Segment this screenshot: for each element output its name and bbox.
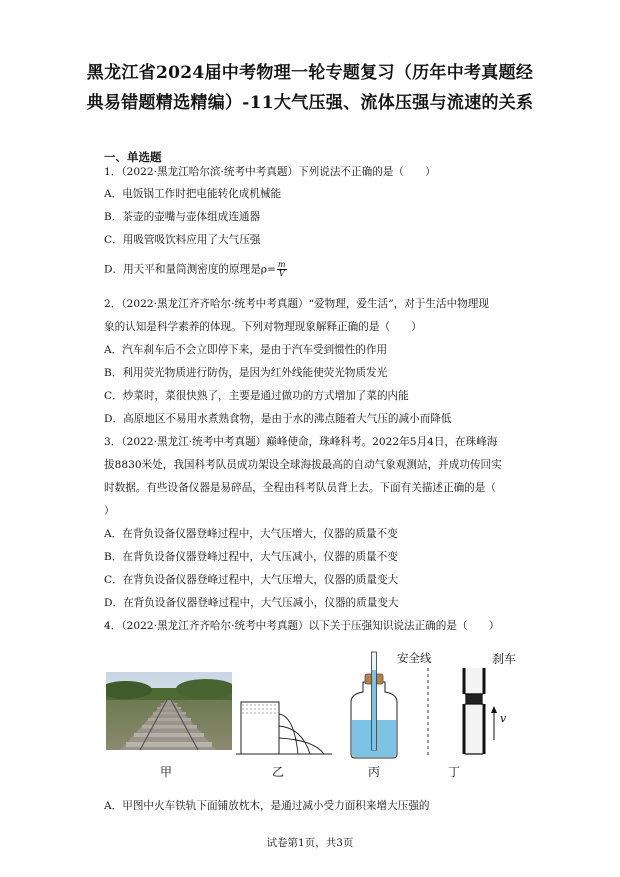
velocity-arrow — [491, 706, 497, 740]
document-title-line2: 典易错题精选精编）-11大气压强、流体压强与流速的关系 — [86, 93, 534, 113]
water-container-jets-diagram — [236, 690, 332, 756]
q3-option-a: A．在背负设备仪器登峰过程中，大气压增大，仪器的质量不变 — [104, 528, 398, 540]
q1-option-a: A．电饭锅工作时把电能转化成机械能 — [104, 188, 282, 200]
q1-option-c: C．用吸管吸饮料应用了大气压强 — [104, 234, 261, 246]
q1-stem: 1．（2022·黑龙江哈尔滨·统考中考真题）下列说法不正确的是（ ） — [104, 166, 436, 178]
fraction-denominator: V — [278, 269, 285, 278]
q2-option-c: C．炒菜时，菜很快熟了，主要是通过做功的方式增加了菜的内能 — [104, 390, 409, 402]
section-heading: 一、单选题 — [104, 150, 162, 164]
safety-line-label: 安全线 — [397, 651, 432, 665]
q2-option-b: B．利用荧光物质进行防伪，是因为红外线能使荧光物质发光 — [104, 367, 388, 379]
q3-stem-line1: 3．（2022·黑龙江·统考中考真题）巅峰使命，珠峰科考。2022年5月4日，在珠峰海 — [104, 436, 498, 448]
q1-option-d-text: D．用天平和量筒测密度的原理是ρ= — [104, 263, 276, 276]
q4-option-a: A．甲图中火车铁轨下面铺放枕木，是通过减小受力面积来增大压强的 — [104, 800, 430, 812]
train-safety-line-diagram — [412, 668, 532, 760]
page-footer: 试卷第1页，共3页 — [266, 837, 354, 849]
velocity-label: v — [500, 712, 507, 725]
figure-label-jia: 甲 — [160, 765, 173, 779]
railway-track-photo — [106, 672, 232, 750]
q3-option-b: B．在背负设备仪器登峰过程中，大气压减小，仪器的质量不变 — [104, 551, 398, 563]
density-fraction — [277, 261, 287, 278]
brake-label: 刹车 — [492, 652, 517, 666]
water-jet-curves — [279, 714, 324, 754]
q1-option-d — [104, 261, 524, 278]
q2-stem-line1: 2．（2022·黑龙江齐齐哈尔·统考中考真题）“爱物理，爱生活”，对于生活中物理现 — [104, 298, 489, 310]
q2-stem-line2: 象的认知是科学素养的体现。下列对物理现象解释正确的是（ ） — [104, 321, 422, 333]
q3-stem-line4: ） — [104, 505, 115, 517]
q4-stem: 4．（2022·黑龙江齐齐哈尔·统考中考真题）以下关于压强知识说法正确的是（ ） — [104, 620, 500, 632]
figure-label-bing: 丙 — [368, 765, 381, 779]
q3-option-d: D．在背负设备仪器登峰过程中，大气压减小，仪器的质量变大 — [104, 597, 399, 609]
document-title-line1: 黑龙江省2024届中考物理一轮专题复习（历年中考真题经 — [86, 63, 534, 83]
fraction-numerator: m — [277, 260, 286, 269]
bottle-tube-diagram — [343, 650, 405, 760]
figure-label-yi: 乙 — [272, 765, 285, 779]
q3-stem-line3: 时数据。有些设备仪器是易碎品，全程由科考队员背上去。下面有关描述正确的是（ — [104, 482, 496, 494]
q2-option-d: D．高原地区不易用水煮熟食物，是由于水的沸点随着大气压的减小而降低 — [104, 413, 452, 425]
q3-stem-line2: 拔8830米处，我国科考队员成功架设全球海拔最高的自动气象观测站，并成功传回实 — [104, 459, 502, 471]
figure-label-ding: 丁 — [448, 765, 461, 779]
q1-option-b: B．茶壶的壶嘴与壶体组成连通器 — [104, 211, 261, 223]
train-cars — [464, 668, 484, 754]
q3-option-c: C．在背负设备仪器登峰过程中，大气压增大，仪器的质量变大 — [104, 574, 399, 586]
q2-option-a: A．汽车刹车后不会立即停下来，是由于汽车受到惯性的作用 — [104, 344, 388, 356]
